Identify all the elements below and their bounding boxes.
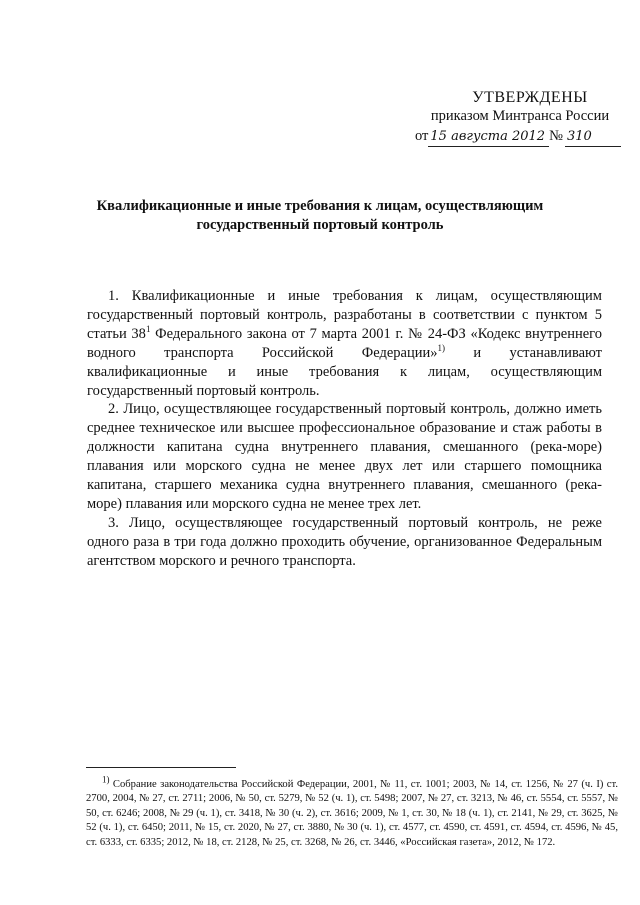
document-body xyxy=(87,287,602,571)
approval-title: УТВЕРЖДЕНЫ xyxy=(472,89,588,106)
footnote-marker: 1) xyxy=(102,774,110,785)
superscript-article: 1 xyxy=(145,323,151,334)
document-title: Квалификационные и иные требования к лицам, осуществляющим государственный портовый контроль xyxy=(96,198,544,233)
paragraph-1-part-1: 1. Квалификационные и иные требования к лицам, осуществляющим государственный портовый контроль, разработаны в соответствии с пунктом 5 статьи 38 xyxy=(87,288,602,342)
paragraph-3: 3. Лицо, осуществляющее государственный портовый контроль, не реже одного раза в три года должно проходить обучение, организованное Федеральным агентством морского и речного транспорта. xyxy=(87,514,602,569)
paragraph-1-part-2: Федерального закона от 7 марта 2001 г. № 24-ФЗ «Кодекс внутреннего водного транспорта Российской Федерации» xyxy=(87,325,602,361)
from-label: от xyxy=(415,128,429,144)
paragraph-1-part-3: и устанавливают квалификационные и иные требования к лицам, осуществляющим государственный портовый контроль. xyxy=(87,344,603,399)
footnote-separator xyxy=(86,767,236,768)
order-line xyxy=(415,127,625,147)
number-label: № xyxy=(549,128,563,144)
footnote xyxy=(86,774,618,850)
footnote-reference: 1) xyxy=(437,342,445,353)
handwritten-date: 15 августа 2012 xyxy=(428,127,549,147)
approval-by: приказом Минтранса России xyxy=(430,108,610,124)
handwritten-number: 310 xyxy=(565,127,621,147)
footnote-paragraph xyxy=(86,774,618,850)
footnote-text: Собрание законодательства Российской Федерации, 2001, № 11, ст. 1001; 2003, № 14, ст. 1256, № 27 (ч. I) ст. 2700, 2004, № 27, ст. 2711; 2006, № 50, ст. 5279, № 52 (ч. 1), ст. 5498; 2007, № 27, ст. 3213, № 46, ст. 5554, ст. 5557, № 50, ст. 6246; 2008, № 29 (ч. 1), ст. 3418, № 30 (ч. 2), ст. 3616; 2009, № 1, ст. 30, № 18 (ч. 1), ст. 2141, № 29, ст. 3625, № 52 (ч. 1), ст. 6450; 2011, № 15, ст. 2020, № 27, ст. 3880, № 30 (ч. 1), ст. 4577, ст. 4590, ст. 4591, ст. 4594, ст. 4596, № 45, ст. 6333, ст. 6335; 2012, № 18, ст. 2128, № 25, ст. 3268, № 26, ст. 3446, «Российская газета», 2012, № 172. xyxy=(86,779,618,848)
approval-block xyxy=(415,88,625,147)
paragraph-1 xyxy=(87,287,602,400)
paragraph-2: 2. Лицо, осуществляющее государственный портовый контроль, должно иметь среднее техническое или высшее профессиональное образование и стаж работы в должности капитана судна внутреннего плавания, смешанного (река-море) плавания или морского судна не менее двух лет или старшего помощника капитана, старшего механика судна внутреннего плавания, смешанного (река-море) плавания или морского судна не менее трех лет. xyxy=(87,401,602,512)
